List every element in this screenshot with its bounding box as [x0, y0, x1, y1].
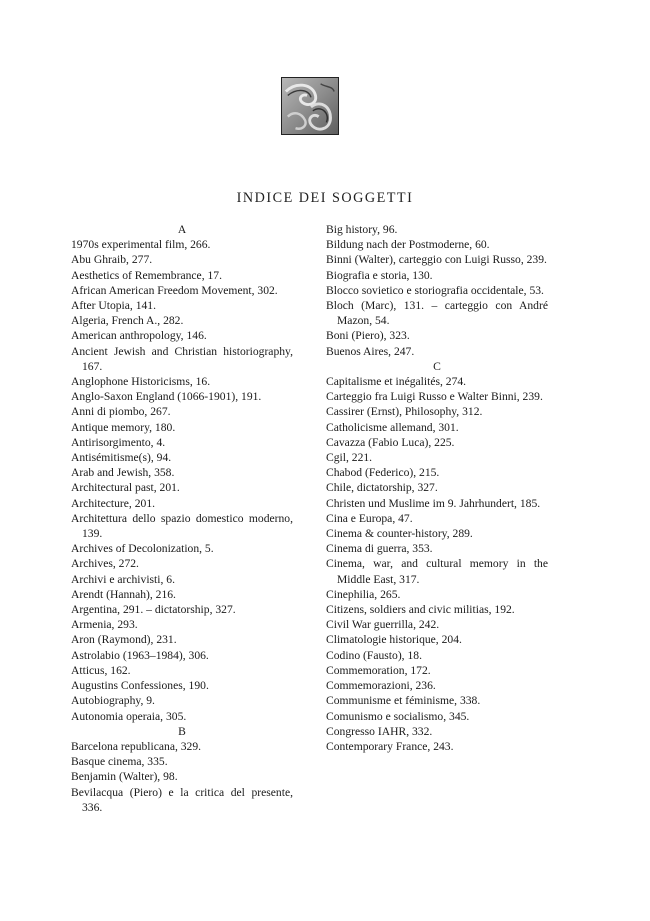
page-title: INDICE DEI SOGGETTI [236, 190, 414, 206]
index-entry: 1970s experimental film, 266. [71, 238, 211, 252]
index-entry: Archives of Decolonization, 5. [71, 542, 214, 556]
index-entry: American anthropology, 146. [71, 329, 207, 343]
index-column-left [71, 222, 293, 815]
index-entry: Cassirer (Ernst), Philosophy, 312. [326, 405, 483, 419]
index-entry: Atticus, 162. [71, 663, 131, 677]
index-entry: Autobiography, 9. [71, 694, 155, 708]
index-entry: Climatologie historique, 204. [326, 633, 462, 647]
index-entry: Citizens, soldiers and civic militias, 192. [326, 603, 515, 617]
index-entry: Bevilacqua (Piero) e la critica del presente, 336. [71, 785, 293, 814]
section-letter: C [433, 359, 441, 373]
scroll-ornament-icon [281, 77, 339, 135]
index-entry: Argentina, 291. – dictatorship, 327. [71, 603, 236, 617]
index-entry: Arendt (Hannah), 216. [71, 587, 176, 601]
index-entry: Cinema di guerra, 353. [326, 542, 433, 556]
index-entry: Archivi e archivisti, 6. [71, 572, 175, 586]
index-entry: Barcelona republicana, 329. [71, 739, 202, 753]
index-entry: Anni di piombo, 267. [71, 405, 171, 419]
index-entry: Benjamin (Walter), 98. [71, 770, 178, 784]
index-entry: Algeria, French A., 282. [71, 314, 184, 328]
index-entry: Carteggio fra Luigi Russo e Walter Binni, 239. [326, 390, 543, 404]
index-column-right [326, 222, 548, 754]
section-letter: A [177, 223, 187, 236]
index-entry: Architectural past, 201. [71, 481, 180, 495]
index-entry: Astrolabio (1963–1984), 306. [71, 648, 209, 662]
index-entry: Cgil, 221. [326, 451, 373, 465]
index-entry: Christen und Muslime im 9. Jahrhundert, 185. [326, 496, 541, 510]
index-entry: Chile, dictatorship, 327. [326, 481, 438, 495]
index-entry: Cinema, war, and cultural memory in the Middle East, 317. [326, 557, 548, 586]
index-entry: Archives, 272. [71, 557, 139, 571]
index-entry: Congresso IAHR, 332. [326, 724, 433, 738]
index-entry: Buenos Aires, 247. [326, 344, 415, 358]
index-entry: Architecture, 201. [71, 496, 156, 510]
index-entry: Biografia e storia, 130. [326, 268, 433, 282]
index-entry: Cavazza (Fabio Luca), 225. [326, 435, 455, 449]
index-entry: Chabod (Federico), 215. [326, 466, 440, 480]
index-entry: Antirisorgimento, 4. [71, 435, 166, 449]
index-entry: Codino (Fausto), 18. [326, 648, 422, 662]
index-entry: Anglo-Saxon England (1066-1901), 191. [71, 390, 262, 404]
index-entry: Abu Ghraib, 277. [71, 253, 153, 267]
index-entry: Bloch (Marc), 131. – carteggio con André Mazon, 54. [326, 299, 548, 328]
index-entry: Big history, 96. [326, 223, 398, 236]
index-entry: Armenia, 293. [71, 618, 138, 632]
index-entry: Autonomia operaia, 305. [71, 709, 187, 723]
index-entry: Aron (Raymond), 231. [71, 633, 177, 647]
index-entry: Catholicisme allemand, 301. [326, 420, 459, 434]
index-entry: Boni (Piero), 323. [326, 329, 410, 343]
index-entry: Blocco sovietico e storiografia occidentale, 53. [326, 283, 544, 297]
index-entry: Ancient Jewish and Christian historiography, 167. [71, 344, 293, 373]
index-entry: Comunismo e socialismo, 345. [326, 709, 470, 723]
index-entry: Antisémitisme(s), 94. [71, 451, 172, 465]
index-entry: Basque cinema, 335. [71, 755, 168, 769]
index-entry: Antique memory, 180. [71, 420, 176, 434]
index-entry: Capitalisme et inégalités, 274. [326, 375, 467, 389]
index-entry: Cina e Europa, 47. [326, 511, 413, 525]
index-entry: Anglophone Historicisms, 16. [71, 375, 211, 389]
index-entry: Cinephilia, 265. [326, 587, 401, 601]
index-entry: Civil War guerrilla, 242. [326, 618, 440, 632]
section-letter: B [178, 724, 186, 738]
index-entry: African American Freedom Movement, 302. [71, 283, 278, 297]
index-entry: Contemporary France, 243. [326, 739, 454, 753]
index-entry: Aesthetics of Remembrance, 17. [71, 268, 222, 282]
index-entry: Augustins Confessiones, 190. [71, 679, 209, 693]
index-entry: Cinema & counter-history, 289. [326, 527, 473, 541]
index-entry: Communisme et féminisme, 338. [326, 694, 481, 708]
index-entry: Commemorazioni, 236. [326, 679, 436, 693]
index-entry: Binni (Walter), carteggio con Luigi Russo, 239. [326, 253, 547, 267]
index-entry: After Utopia, 141. [71, 299, 157, 313]
index-entry: Bildung nach der Postmoderne, 60. [326, 238, 490, 252]
index-entry: Arab and Jewish, 358. [71, 466, 175, 480]
index-entry: Architettura dello spazio domestico moderno, 139. [71, 511, 293, 541]
index-entry: Commemoration, 172. [326, 663, 431, 677]
